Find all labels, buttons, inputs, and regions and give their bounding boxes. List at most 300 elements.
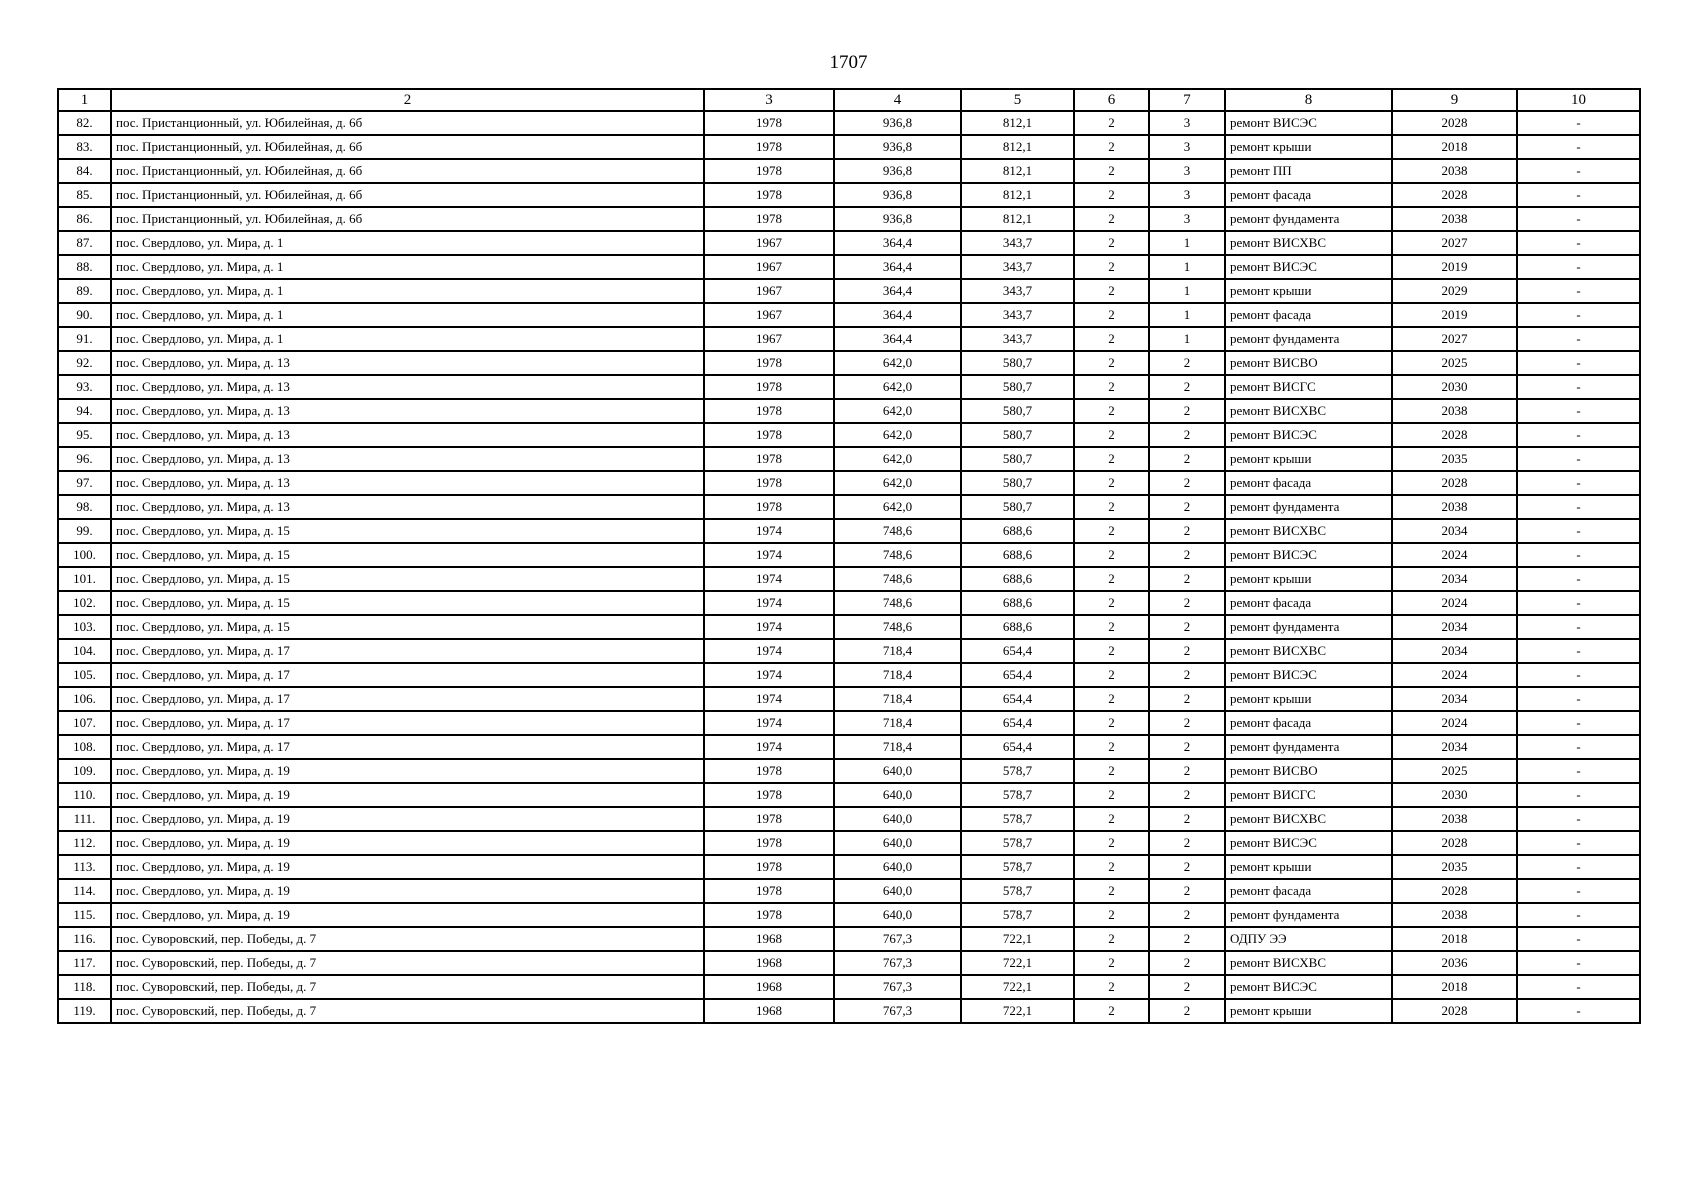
year-cell: 1974 xyxy=(704,519,834,543)
row-number: 111. xyxy=(58,807,111,831)
living-area-cell: 343,7 xyxy=(961,255,1074,279)
column-header: 8 xyxy=(1225,89,1392,111)
work-type-cell: ремонт ВИСГС xyxy=(1225,783,1392,807)
plan-year-cell: 2030 xyxy=(1392,375,1517,399)
entrances-cell: 2 xyxy=(1149,447,1225,471)
work-type-cell: ремонт ВИСХВС xyxy=(1225,951,1392,975)
year-cell: 1974 xyxy=(704,615,834,639)
work-type-cell: ремонт крыши xyxy=(1225,567,1392,591)
living-area-cell: 688,6 xyxy=(961,615,1074,639)
entrances-cell: 1 xyxy=(1149,279,1225,303)
living-area-cell: 580,7 xyxy=(961,375,1074,399)
plan-year-cell: 2034 xyxy=(1392,639,1517,663)
note-cell: - xyxy=(1517,543,1640,567)
living-area-cell: 578,7 xyxy=(961,783,1074,807)
table-row xyxy=(58,447,1640,471)
table-row xyxy=(58,567,1640,591)
year-cell: 1978 xyxy=(704,831,834,855)
living-area-cell: 580,7 xyxy=(961,399,1074,423)
column-header: 2 xyxy=(111,89,704,111)
row-number: 118. xyxy=(58,975,111,999)
plan-year-cell: 2018 xyxy=(1392,927,1517,951)
year-cell: 1978 xyxy=(704,447,834,471)
entrances-cell: 2 xyxy=(1149,735,1225,759)
table-row xyxy=(58,639,1640,663)
note-cell: - xyxy=(1517,375,1640,399)
entrances-cell: 2 xyxy=(1149,615,1225,639)
year-cell: 1978 xyxy=(704,135,834,159)
year-cell: 1978 xyxy=(704,855,834,879)
work-type-cell: ремонт ВИСЭС xyxy=(1225,423,1392,447)
work-type-cell: ремонт крыши xyxy=(1225,135,1392,159)
plan-year-cell: 2018 xyxy=(1392,975,1517,999)
work-type-cell: ОДПУ ЭЭ xyxy=(1225,927,1392,951)
work-type-cell: ремонт ВИСХВС xyxy=(1225,399,1392,423)
entrances-cell: 2 xyxy=(1149,399,1225,423)
living-area-cell: 688,6 xyxy=(961,591,1074,615)
work-type-cell: ремонт ВИСХВС xyxy=(1225,639,1392,663)
row-number: 102. xyxy=(58,591,111,615)
page-number: 1707 xyxy=(829,52,868,73)
living-area-cell: 722,1 xyxy=(961,951,1074,975)
note-cell: - xyxy=(1517,447,1640,471)
entrances-cell: 2 xyxy=(1149,495,1225,519)
floors-cell: 2 xyxy=(1074,423,1149,447)
work-type-cell: ремонт крыши xyxy=(1225,999,1392,1023)
note-cell: - xyxy=(1517,999,1640,1023)
year-cell: 1968 xyxy=(704,951,834,975)
plan-year-cell: 2034 xyxy=(1392,519,1517,543)
floors-cell: 2 xyxy=(1074,279,1149,303)
note-cell: - xyxy=(1517,231,1640,255)
total-area-cell: 767,3 xyxy=(834,999,961,1023)
living-area-cell: 343,7 xyxy=(961,279,1074,303)
row-number: 92. xyxy=(58,351,111,375)
floors-cell: 2 xyxy=(1074,183,1149,207)
work-type-cell: ремонт ПП xyxy=(1225,159,1392,183)
entrances-cell: 1 xyxy=(1149,327,1225,351)
work-type-cell: ремонт фундамента xyxy=(1225,615,1392,639)
note-cell: - xyxy=(1517,471,1640,495)
table-row xyxy=(58,759,1640,783)
note-cell: - xyxy=(1517,111,1640,135)
table-row xyxy=(58,303,1640,327)
total-area-cell: 718,4 xyxy=(834,711,961,735)
row-number: 86. xyxy=(58,207,111,231)
table-row xyxy=(58,711,1640,735)
table-row xyxy=(58,687,1640,711)
entrances-cell: 1 xyxy=(1149,303,1225,327)
total-area-cell: 936,8 xyxy=(834,111,961,135)
row-number: 84. xyxy=(58,159,111,183)
plan-year-cell: 2038 xyxy=(1392,159,1517,183)
floors-cell: 2 xyxy=(1074,231,1149,255)
address-cell: пос. Суворовский, пер. Победы, д. 7 xyxy=(111,999,704,1023)
note-cell: - xyxy=(1517,735,1640,759)
floors-cell: 2 xyxy=(1074,207,1149,231)
total-area-cell: 364,4 xyxy=(834,303,961,327)
row-number: 85. xyxy=(58,183,111,207)
table-row xyxy=(58,423,1640,447)
living-area-cell: 343,7 xyxy=(961,327,1074,351)
work-type-cell: ремонт крыши xyxy=(1225,687,1392,711)
note-cell: - xyxy=(1517,207,1640,231)
living-area-cell: 654,4 xyxy=(961,687,1074,711)
floors-cell: 2 xyxy=(1074,351,1149,375)
year-cell: 1978 xyxy=(704,903,834,927)
address-cell: пос. Свердлово, ул. Мира, д. 19 xyxy=(111,855,704,879)
floors-cell: 2 xyxy=(1074,135,1149,159)
row-number: 106. xyxy=(58,687,111,711)
work-type-cell: ремонт ВИСВО xyxy=(1225,351,1392,375)
table-row xyxy=(58,591,1640,615)
entrances-cell: 2 xyxy=(1149,687,1225,711)
total-area-cell: 748,6 xyxy=(834,567,961,591)
address-cell: пос. Суворовский, пер. Победы, д. 7 xyxy=(111,975,704,999)
entrances-cell: 2 xyxy=(1149,879,1225,903)
table-row xyxy=(58,279,1640,303)
note-cell: - xyxy=(1517,855,1640,879)
year-cell: 1978 xyxy=(704,183,834,207)
address-cell: пос. Свердлово, ул. Мира, д. 19 xyxy=(111,879,704,903)
table-row xyxy=(58,615,1640,639)
row-number: 104. xyxy=(58,639,111,663)
work-type-cell: ремонт ВИСЭС xyxy=(1225,975,1392,999)
total-area-cell: 642,0 xyxy=(834,495,961,519)
row-number: 96. xyxy=(58,447,111,471)
table-row xyxy=(58,807,1640,831)
year-cell: 1967 xyxy=(704,303,834,327)
row-number: 87. xyxy=(58,231,111,255)
note-cell: - xyxy=(1517,711,1640,735)
address-cell: пос. Свердлово, ул. Мира, д. 1 xyxy=(111,327,704,351)
entrances-cell: 2 xyxy=(1149,375,1225,399)
note-cell: - xyxy=(1517,663,1640,687)
year-cell: 1978 xyxy=(704,399,834,423)
living-area-cell: 578,7 xyxy=(961,855,1074,879)
work-type-cell: ремонт фундамента xyxy=(1225,207,1392,231)
note-cell: - xyxy=(1517,975,1640,999)
plan-year-cell: 2036 xyxy=(1392,951,1517,975)
entrances-cell: 2 xyxy=(1149,639,1225,663)
row-number: 115. xyxy=(58,903,111,927)
column-header: 5 xyxy=(961,89,1074,111)
plan-year-cell: 2019 xyxy=(1392,255,1517,279)
living-area-cell: 343,7 xyxy=(961,231,1074,255)
address-cell: пос. Свердлово, ул. Мира, д. 1 xyxy=(111,255,704,279)
table-row xyxy=(58,831,1640,855)
total-area-cell: 767,3 xyxy=(834,951,961,975)
entrances-cell: 3 xyxy=(1149,159,1225,183)
address-cell: пос. Свердлово, ул. Мира, д. 13 xyxy=(111,351,704,375)
total-area-cell: 767,3 xyxy=(834,975,961,999)
year-cell: 1978 xyxy=(704,111,834,135)
plan-year-cell: 2019 xyxy=(1392,303,1517,327)
table-row xyxy=(58,927,1640,951)
year-cell: 1974 xyxy=(704,567,834,591)
address-cell: пос. Свердлово, ул. Мира, д. 15 xyxy=(111,591,704,615)
plan-year-cell: 2028 xyxy=(1392,423,1517,447)
year-cell: 1968 xyxy=(704,999,834,1023)
note-cell: - xyxy=(1517,495,1640,519)
entrances-cell: 2 xyxy=(1149,471,1225,495)
address-cell: пос. Свердлово, ул. Мира, д. 19 xyxy=(111,759,704,783)
total-area-cell: 642,0 xyxy=(834,399,961,423)
plan-year-cell: 2024 xyxy=(1392,663,1517,687)
plan-year-cell: 2025 xyxy=(1392,351,1517,375)
entrances-cell: 3 xyxy=(1149,207,1225,231)
floors-cell: 2 xyxy=(1074,975,1149,999)
floors-cell: 2 xyxy=(1074,639,1149,663)
row-number: 113. xyxy=(58,855,111,879)
address-cell: пос. Свердлово, ул. Мира, д. 13 xyxy=(111,495,704,519)
entrances-cell: 2 xyxy=(1149,519,1225,543)
note-cell: - xyxy=(1517,567,1640,591)
year-cell: 1978 xyxy=(704,879,834,903)
year-cell: 1978 xyxy=(704,759,834,783)
column-header: 10 xyxy=(1517,89,1640,111)
entrances-cell: 2 xyxy=(1149,351,1225,375)
living-area-cell: 688,6 xyxy=(961,519,1074,543)
note-cell: - xyxy=(1517,399,1640,423)
entrances-cell: 2 xyxy=(1149,783,1225,807)
year-cell: 1974 xyxy=(704,663,834,687)
year-cell: 1978 xyxy=(704,159,834,183)
note-cell: - xyxy=(1517,687,1640,711)
year-cell: 1978 xyxy=(704,375,834,399)
table-row xyxy=(58,783,1640,807)
year-cell: 1967 xyxy=(704,255,834,279)
floors-cell: 2 xyxy=(1074,567,1149,591)
row-number: 116. xyxy=(58,927,111,951)
floors-cell: 2 xyxy=(1074,879,1149,903)
floors-cell: 2 xyxy=(1074,951,1149,975)
total-area-cell: 640,0 xyxy=(834,783,961,807)
plan-year-cell: 2028 xyxy=(1392,471,1517,495)
address-cell: пос. Свердлово, ул. Мира, д. 17 xyxy=(111,711,704,735)
address-cell: пос. Свердлово, ул. Мира, д. 13 xyxy=(111,447,704,471)
total-area-cell: 642,0 xyxy=(834,351,961,375)
floors-cell: 2 xyxy=(1074,159,1149,183)
entrances-cell: 1 xyxy=(1149,255,1225,279)
entrances-cell: 2 xyxy=(1149,423,1225,447)
plan-year-cell: 2034 xyxy=(1392,687,1517,711)
table-row xyxy=(58,351,1640,375)
plan-year-cell: 2027 xyxy=(1392,231,1517,255)
floors-cell: 2 xyxy=(1074,615,1149,639)
year-cell: 1974 xyxy=(704,639,834,663)
floors-cell: 2 xyxy=(1074,543,1149,567)
column-header: 6 xyxy=(1074,89,1149,111)
total-area-cell: 718,4 xyxy=(834,735,961,759)
row-number: 88. xyxy=(58,255,111,279)
row-number: 109. xyxy=(58,759,111,783)
table-row xyxy=(58,159,1640,183)
table-body xyxy=(58,111,1640,1023)
total-area-cell: 640,0 xyxy=(834,831,961,855)
plan-year-cell: 2038 xyxy=(1392,207,1517,231)
note-cell: - xyxy=(1517,807,1640,831)
floors-cell: 2 xyxy=(1074,519,1149,543)
living-area-cell: 654,4 xyxy=(961,711,1074,735)
address-cell: пос. Свердлово, ул. Мира, д. 15 xyxy=(111,519,704,543)
work-type-cell: ремонт фасада xyxy=(1225,591,1392,615)
note-cell: - xyxy=(1517,327,1640,351)
living-area-cell: 580,7 xyxy=(961,423,1074,447)
floors-cell: 2 xyxy=(1074,111,1149,135)
entrances-cell: 1 xyxy=(1149,231,1225,255)
total-area-cell: 640,0 xyxy=(834,759,961,783)
address-cell: пос. Свердлово, ул. Мира, д. 17 xyxy=(111,735,704,759)
year-cell: 1967 xyxy=(704,327,834,351)
year-cell: 1968 xyxy=(704,927,834,951)
entrances-cell: 2 xyxy=(1149,903,1225,927)
note-cell: - xyxy=(1517,831,1640,855)
living-area-cell: 580,7 xyxy=(961,495,1074,519)
total-area-cell: 642,0 xyxy=(834,375,961,399)
floors-cell: 2 xyxy=(1074,807,1149,831)
address-cell: пос. Свердлово, ул. Мира, д. 19 xyxy=(111,807,704,831)
entrances-cell: 2 xyxy=(1149,663,1225,687)
total-area-cell: 748,6 xyxy=(834,615,961,639)
row-number: 89. xyxy=(58,279,111,303)
address-cell: пос. Пристанционный, ул. Юбилейная, д. 6б xyxy=(111,183,704,207)
entrances-cell: 3 xyxy=(1149,135,1225,159)
plan-year-cell: 2030 xyxy=(1392,783,1517,807)
year-cell: 1978 xyxy=(704,423,834,447)
row-number: 100. xyxy=(58,543,111,567)
work-type-cell: ремонт ВИСЭС xyxy=(1225,255,1392,279)
year-cell: 1974 xyxy=(704,591,834,615)
note-cell: - xyxy=(1517,951,1640,975)
row-number: 117. xyxy=(58,951,111,975)
total-area-cell: 640,0 xyxy=(834,855,961,879)
living-area-cell: 580,7 xyxy=(961,471,1074,495)
note-cell: - xyxy=(1517,879,1640,903)
work-type-cell: ремонт фасада xyxy=(1225,183,1392,207)
address-cell: пос. Свердлово, ул. Мира, д. 1 xyxy=(111,303,704,327)
plan-year-cell: 2038 xyxy=(1392,903,1517,927)
work-type-cell: ремонт фундамента xyxy=(1225,735,1392,759)
address-cell: пос. Свердлово, ул. Мира, д. 1 xyxy=(111,231,704,255)
entrances-cell: 2 xyxy=(1149,711,1225,735)
plan-year-cell: 2038 xyxy=(1392,399,1517,423)
total-area-cell: 936,8 xyxy=(834,183,961,207)
living-area-cell: 654,4 xyxy=(961,639,1074,663)
living-area-cell: 812,1 xyxy=(961,207,1074,231)
living-area-cell: 578,7 xyxy=(961,879,1074,903)
floors-cell: 2 xyxy=(1074,783,1149,807)
plan-year-cell: 2024 xyxy=(1392,591,1517,615)
table-row xyxy=(58,375,1640,399)
table-row xyxy=(58,111,1640,135)
table-row xyxy=(58,399,1640,423)
living-area-cell: 578,7 xyxy=(961,759,1074,783)
work-type-cell: ремонт крыши xyxy=(1225,447,1392,471)
header-row xyxy=(58,89,1640,111)
address-cell: пос. Пристанционный, ул. Юбилейная, д. 6б xyxy=(111,135,704,159)
note-cell: - xyxy=(1517,903,1640,927)
table-row xyxy=(58,879,1640,903)
year-cell: 1968 xyxy=(704,975,834,999)
plan-year-cell: 2038 xyxy=(1392,495,1517,519)
floors-cell: 2 xyxy=(1074,711,1149,735)
column-header: 7 xyxy=(1149,89,1225,111)
living-area-cell: 654,4 xyxy=(961,663,1074,687)
address-cell: пос. Свердлово, ул. Мира, д. 17 xyxy=(111,663,704,687)
row-number: 114. xyxy=(58,879,111,903)
column-header: 3 xyxy=(704,89,834,111)
plan-year-cell: 2028 xyxy=(1392,831,1517,855)
total-area-cell: 364,4 xyxy=(834,279,961,303)
note-cell: - xyxy=(1517,279,1640,303)
address-cell: пос. Свердлово, ул. Мира, д. 19 xyxy=(111,903,704,927)
plan-year-cell: 2027 xyxy=(1392,327,1517,351)
work-type-cell: ремонт фасада xyxy=(1225,303,1392,327)
year-cell: 1967 xyxy=(704,279,834,303)
living-area-cell: 578,7 xyxy=(961,903,1074,927)
plan-year-cell: 2018 xyxy=(1392,135,1517,159)
column-header: 9 xyxy=(1392,89,1517,111)
entrances-cell: 2 xyxy=(1149,999,1225,1023)
plan-year-cell: 2035 xyxy=(1392,447,1517,471)
year-cell: 1978 xyxy=(704,351,834,375)
row-number: 110. xyxy=(58,783,111,807)
total-area-cell: 364,4 xyxy=(834,327,961,351)
entrances-cell: 2 xyxy=(1149,831,1225,855)
entrances-cell: 2 xyxy=(1149,807,1225,831)
row-number: 101. xyxy=(58,567,111,591)
living-area-cell: 812,1 xyxy=(961,183,1074,207)
address-cell: пос. Свердлово, ул. Мира, д. 13 xyxy=(111,375,704,399)
plan-year-cell: 2028 xyxy=(1392,879,1517,903)
address-cell: пос. Свердлово, ул. Мира, д. 13 xyxy=(111,423,704,447)
table-row xyxy=(58,495,1640,519)
living-area-cell: 812,1 xyxy=(961,111,1074,135)
year-cell: 1978 xyxy=(704,471,834,495)
address-cell: пос. Свердлово, ул. Мира, д. 17 xyxy=(111,639,704,663)
floors-cell: 2 xyxy=(1074,831,1149,855)
work-type-cell: ремонт ВИСВО xyxy=(1225,759,1392,783)
work-type-cell: ремонт ВИСЭС xyxy=(1225,831,1392,855)
plan-year-cell: 2034 xyxy=(1392,735,1517,759)
address-cell: пос. Суворовский, пер. Победы, д. 7 xyxy=(111,951,704,975)
work-type-cell: ремонт ВИСХВС xyxy=(1225,519,1392,543)
row-number: 82. xyxy=(58,111,111,135)
table-row xyxy=(58,255,1640,279)
table-row xyxy=(58,951,1640,975)
year-cell: 1967 xyxy=(704,231,834,255)
year-cell: 1974 xyxy=(704,711,834,735)
work-type-cell: ремонт крыши xyxy=(1225,855,1392,879)
total-area-cell: 640,0 xyxy=(834,879,961,903)
plan-year-cell: 2034 xyxy=(1392,567,1517,591)
plan-year-cell: 2024 xyxy=(1392,543,1517,567)
floors-cell: 2 xyxy=(1074,495,1149,519)
floors-cell: 2 xyxy=(1074,687,1149,711)
table-row xyxy=(58,735,1640,759)
note-cell: - xyxy=(1517,759,1640,783)
plan-year-cell: 2029 xyxy=(1392,279,1517,303)
floors-cell: 2 xyxy=(1074,999,1149,1023)
work-type-cell: ремонт ВИСЭС xyxy=(1225,543,1392,567)
row-number: 90. xyxy=(58,303,111,327)
entrances-cell: 2 xyxy=(1149,975,1225,999)
column-header: 1 xyxy=(58,89,111,111)
note-cell: - xyxy=(1517,135,1640,159)
total-area-cell: 936,8 xyxy=(834,135,961,159)
note-cell: - xyxy=(1517,927,1640,951)
